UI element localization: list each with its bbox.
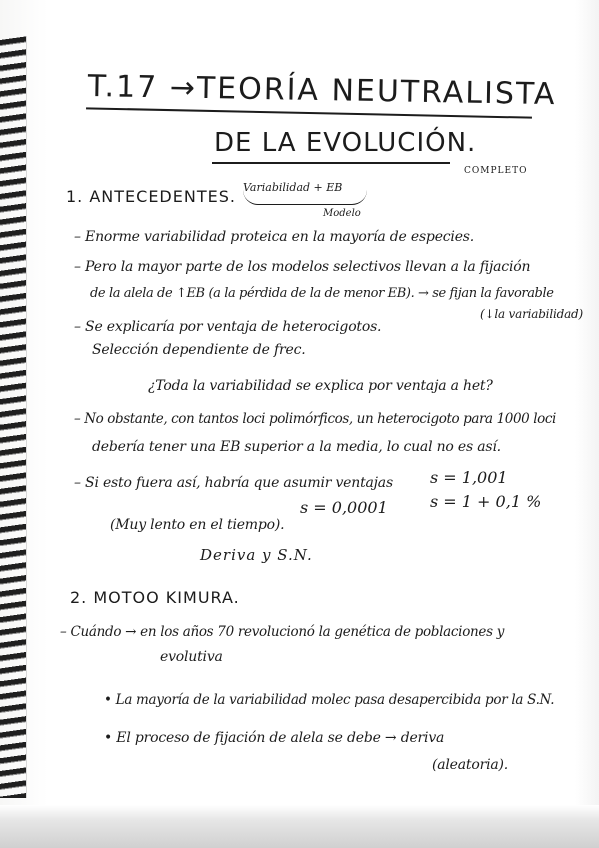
text-line: debería tener una EB superior a la media, lo cual no es así. [92,439,501,455]
text-line: • El proceso de fijación de alela se debe → deriva [104,730,445,746]
text-line: (aleatoria). [432,757,509,773]
text-line: Selección dependiente de frec. [92,342,306,358]
spiral-binding [0,36,27,798]
text-line: (↓la variabilidad) [480,307,583,321]
text-line: evolutiva [160,649,223,665]
text-line: s = 1 + 0,1 % [430,492,542,511]
title-underline-2 [212,162,450,164]
status-tag: COMPLETO [464,166,528,176]
page-bottom-shadow [0,805,599,848]
text-line: – Si esto fuera así, habría que asumir ventajas [74,475,393,491]
text-line: • La mayoría de la variabilidad molec pasa desapercibida por la S.N. [104,692,555,708]
title-line-2: DE LA EVOLUCIÓN. [214,128,477,158]
text-line: (Muy lento en el tiempo). [110,517,285,533]
section-1-note-top: Variabilidad + EB [243,181,343,194]
text-line: Deriva y S.N. [200,546,313,564]
text-line: s = 0,0001 [300,498,388,517]
text-line: – Se explicaría por ventaja de heterocigotos. [74,319,382,335]
text-line: ¿Toda la variabilidad se explica por ventaja a het? [148,378,493,394]
title-line-1: T.17 →TEORÍA NEUTRALISTA [87,69,557,113]
text-line: – Pero la mayor parte de los modelos selectivos llevan a la fijación [74,259,531,275]
section-1-note-bottom: Modelo [323,208,361,219]
section-1-heading: 1. ANTECEDENTES. [66,187,236,206]
section-2-heading: 2. MOTOO KIMURA. [70,588,240,607]
text-line: s = 1,001 [430,468,508,487]
text-line: – Enorme variabilidad proteica en la mayoría de especies. [74,229,475,245]
text-line: – Cuándo → en los años 70 revolucionó la genética de poblaciones y [60,624,505,640]
text-line: de la alela de ↑EB (a la pérdida de la de menor EB). → se fijan la favorable [90,286,554,301]
text-line: – No obstante, con tantos loci polimórficos, un heterocigoto para 1000 loci [74,411,556,427]
note-brace [243,190,367,205]
